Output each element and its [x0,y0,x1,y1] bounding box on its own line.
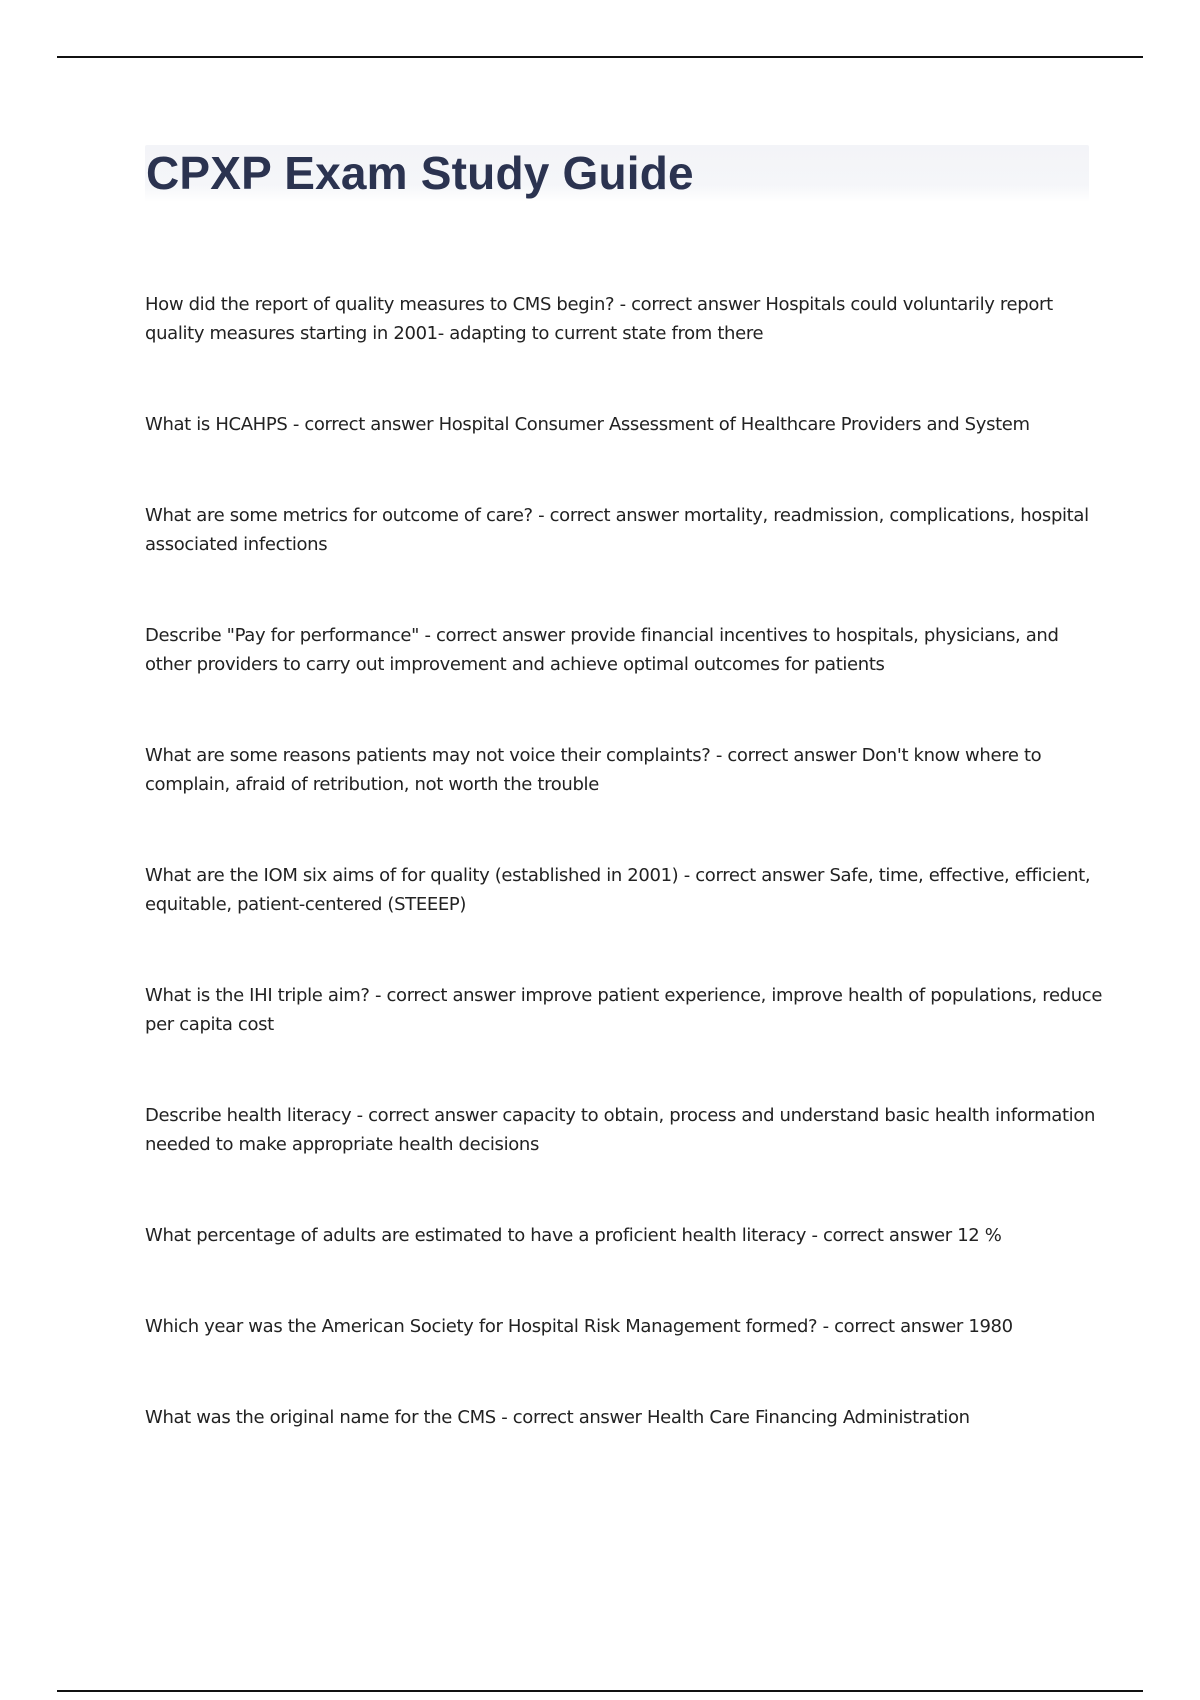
qa-item: How did the report of quality measures to CMS begin? - correct answer Hospitals could voluntarily report quality measures starting in 2001- adapting to current state from there [145,294,1053,344]
qa-item: What percentage of adults are estimated to have a proficient health literacy - correct answer 12 % [145,1225,1002,1246]
qa-item: What is HCAHPS - correct answer Hospital Consumer Assessment of Healthcare Providers and System [145,414,1030,435]
qa-item: What are some metrics for outcome of care? - correct answer mortality, readmission, complications, hospital associated infections [145,505,1089,555]
qa-item: What was the original name for the CMS - correct answer Health Care Financing Administration [145,1407,970,1428]
page-title: CPXP Exam Study Guide [146,147,694,199]
footer-rule [57,1690,1143,1692]
qa-item: What is the IHI triple aim? - correct answer improve patient experience, improve health of populations, reduce per capita cost [145,985,1103,1035]
qa-item: Describe health literacy - correct answer capacity to obtain, process and understand basic health information needed to make appropriate health decisions [145,1105,1096,1155]
qa-item: Which year was the American Society for Hospital Risk Management formed? - correct answer 1980 [145,1316,1013,1337]
qa-item: What are the IOM six aims of for quality (established in 2001) - correct answer Safe, time, effective, efficient, equitable, patient-centered (STEEEP) [145,865,1091,915]
header-rule [57,56,1143,58]
qa-item: Describe "Pay for performance" - correct answer provide financial incentives to hospitals, physicians, and other providers to carry out improvement and achieve optimal outcomes for patients [145,625,1059,675]
qa-item: What are some reasons patients may not voice their complaints? - correct answer Don't know where to complain, afraid of retribution, not worth the trouble [145,745,1042,795]
